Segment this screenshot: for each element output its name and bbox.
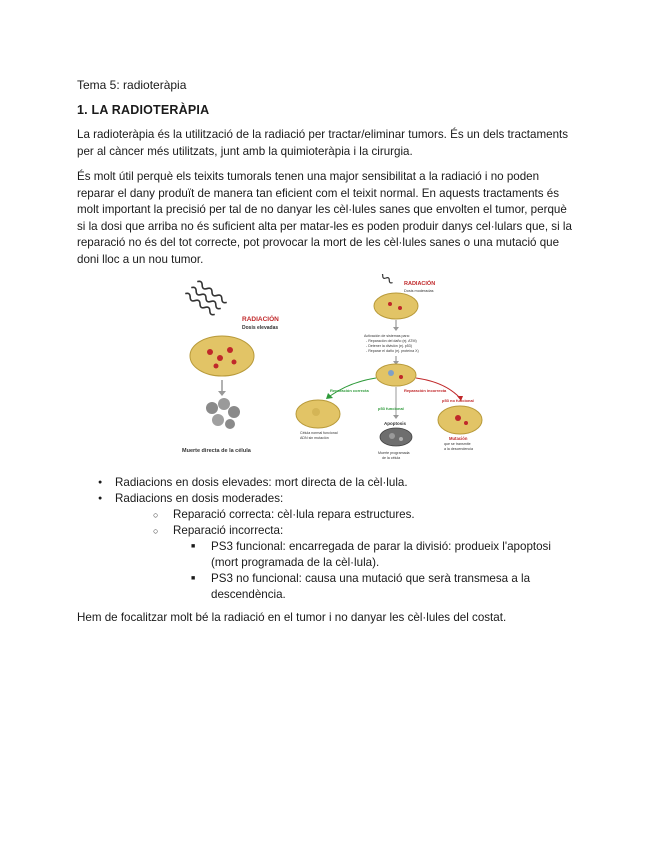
list-item [153,523,578,603]
apoptosis-label: Apoptosis [384,421,406,426]
list-item [191,539,578,571]
high-dose-panel [182,280,279,454]
list-item [153,507,578,523]
mutation-label: Mutación [449,436,468,441]
left-radiation-title: RADIACIÓN [242,316,279,323]
incorrect-repair-sublist [173,539,578,603]
repair-system-line: - Reparar el daño (ej. proteína X) [366,349,419,353]
section-heading: 1. LA RADIOTERÀPIA [77,103,210,117]
dead-cell-fragments-icon [206,398,240,429]
sub-bullet-incorrect-repair: Reparació incorrecta: [173,524,284,537]
repair-system-line: - Detener la división (ej. p53) [366,344,412,348]
moderate-dose-sublist [115,507,578,603]
direct-death-caption: Muerte directa de la célula [182,448,251,454]
mutation-caption: a la descendencia [444,447,473,451]
radiation-wave-icon [379,274,394,284]
correct-repair-label: Reparación correcta [330,388,369,393]
list-item [98,475,578,491]
right-dose-label: Dosis moderadas [404,289,434,293]
apoptosis-caption: de la célula [382,456,401,460]
tumor-cell-icon [374,293,418,319]
bullet-moderate-dose: Radiacions en dosis moderades: [115,492,284,505]
moderate-dose-panel [296,274,482,460]
document-subtitle: Tema 5: radioteràpia [77,78,187,92]
p53-functional-label: p53 funcional [378,406,404,411]
list-item [191,571,578,603]
incorrect-repair-label: Reparación incorrecta [404,388,447,393]
damaged-cell-icon [376,364,416,386]
subsub-bullet-p53-nonfunctional: PS3 no funcional: causa una mutació que serà transmesa a la descendència. [211,572,531,601]
bullet-high-dose: Radiacions en dosis elevades: mort directa de la cèl·lula. [115,476,408,489]
right-radiation-title: RADIACIÓN [404,281,436,287]
radiation-diagram [160,274,500,464]
sub-bullet-correct-repair: Reparació correcta: cèl·lula repara estructures. [173,508,415,521]
paragraph-sensitivity: És molt útil perquè els teixits tumorals tenen una major sensibilitat a la radiació i no poden reparar el dany produït de manera tan eficient com el teixit normal. En aquests tractaments és molt important la precisió per tal de no danyar les cèl·lules sanes que envolten el tumor, perquè si la dosi que arriba no és suficient alta per matar-les es poden produir danys cel·lulars que, si la reparació no és del tot correcte, pot provocar la mort de les cèl·lules sanes o una mutació que doni lloc a un nou tumor. [77,170,572,266]
subsub-bullet-p53-functional: PS3 funcional: encarregada de parar la divisió: produeix l'apoptosi (mort programada de la cèl·lula). [211,540,551,569]
healthy-cell-caption: Célula normal funcional [300,431,338,435]
closing-sentence: Hem de focalitzar molt bé la radiació en el tumor i no danyar les cèl·lules del costat. [77,611,507,624]
repair-system-line: Activación de sistemas para: [364,334,410,338]
apoptosis-caption: Muerte programada [378,451,410,455]
apoptotic-cell-icon [380,428,412,446]
repair-system-line: - Reparación del daño (ej. ATM) [366,339,417,343]
healthy-cell-caption: ADN sin mutación [300,436,329,440]
left-dose-label: Dosis elevadas [242,325,279,331]
paragraph-intro: La radioteràpia és la utilització de la radiació per tractar/eliminar tumors. És un dels tractaments per al càncer més utilitzats, junt amb la quimioteràpia i la cirurgia. [77,128,569,158]
mutation-caption: que se transmite [444,442,471,446]
dose-effects-list [98,475,578,603]
list-item [98,491,578,603]
p53-nonfunctional-label: p53 no funcional [442,398,474,403]
